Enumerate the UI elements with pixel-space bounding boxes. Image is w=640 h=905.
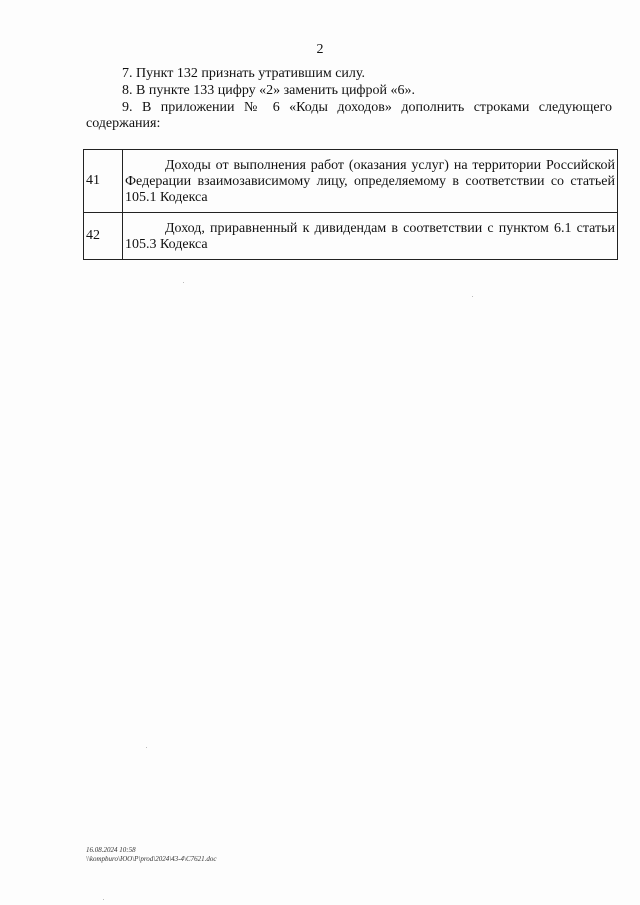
income-code-cell: 42 (84, 213, 123, 260)
scan-speck (103, 899, 104, 900)
scan-speck (146, 747, 147, 748)
scan-speck (472, 296, 473, 297)
scan-speck (183, 282, 184, 283)
paragraph-7: 7. Пункт 132 признать утратившим силу. (122, 66, 365, 81)
table-row (84, 213, 618, 260)
income-description-cell: Доходы от выполнения работ (оказания услуг) на территории Российской Федерации взаимозависимому лицу, определяемому в соответствии со статьей 105.1 Кодекса (123, 150, 618, 213)
footer-file-path: \\kompburo\ЮО\P\prod\2024\43-4\C7621.doc (86, 855, 217, 863)
document-footer (86, 846, 216, 864)
paragraph-8: 8. В пункте 133 цифру «2» заменить цифрой «6». (122, 83, 415, 98)
paragraph-9: 9. В приложении № 6 «Коды доходов» дополнить строками следующего содержания: (86, 100, 612, 131)
footer-timestamp: 16.08.2024 10:58 (86, 846, 136, 854)
income-codes-table (83, 149, 618, 260)
income-code-cell: 41 (84, 150, 123, 213)
table-row (84, 150, 618, 213)
income-description-cell: Доход, приравненный к дивидендам в соответствии с пунктом 6.1 статьи 105.3 Кодекса (123, 213, 618, 260)
page-number: 2 (316, 42, 324, 57)
